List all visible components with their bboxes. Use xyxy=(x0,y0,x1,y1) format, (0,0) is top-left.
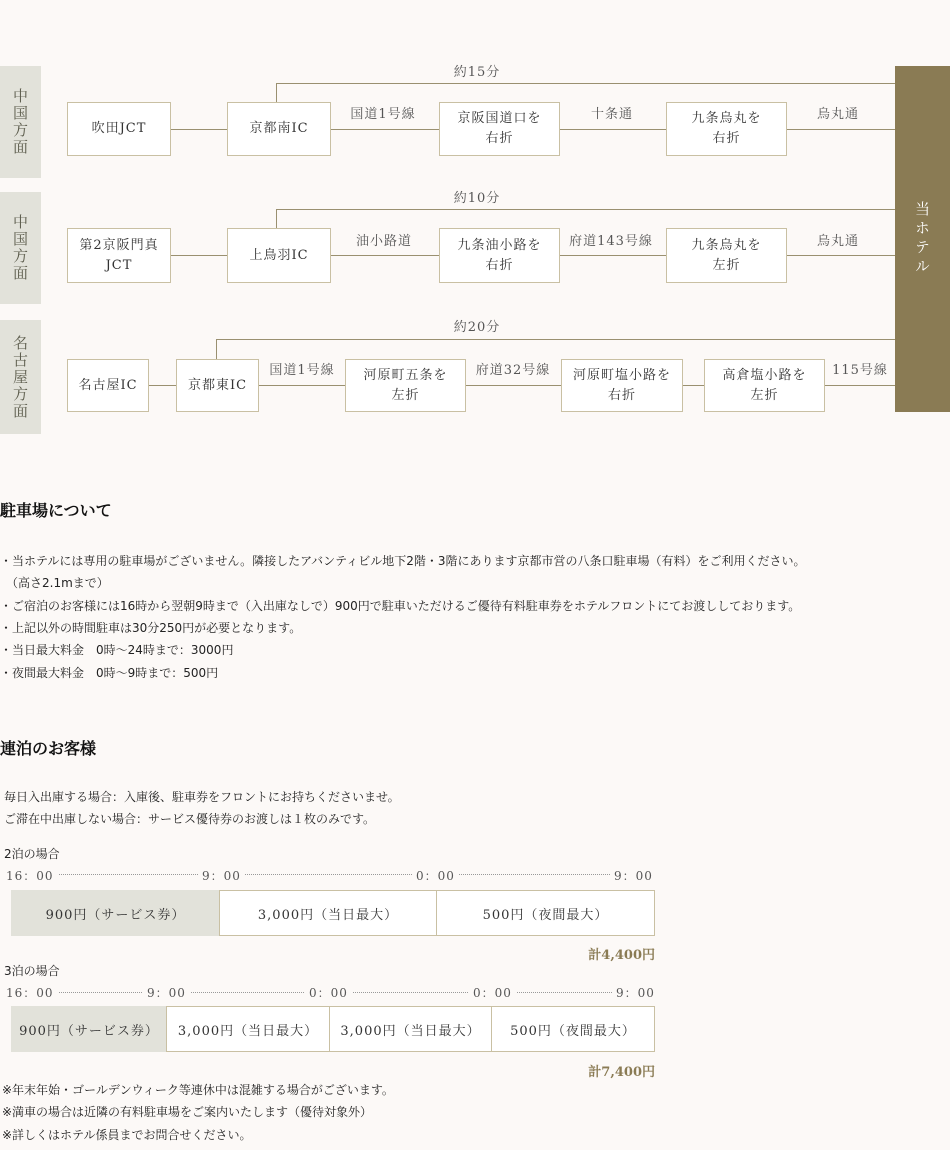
parking-note: ・上記以外の時間駐車は30分250円が必要となります。 xyxy=(0,621,302,635)
parking-note: ・当日最大料金 0時～24時まで：3000円 xyxy=(0,643,234,657)
consecutive-note: ご滞在中出庫しない場合：サービス優待券のお渡しは１枚のみです。 xyxy=(4,812,376,826)
timeline-time: 9：00 xyxy=(610,867,657,884)
route-node: 京都東IC xyxy=(176,359,259,412)
road-label: 油小路道 xyxy=(355,234,413,249)
parking-note: ・夜間最大料金 0時～9時まで：500円 xyxy=(0,666,219,680)
bypass-connector xyxy=(276,83,277,103)
fee-cell: 900円（サービス券） xyxy=(11,890,220,936)
bypass-line xyxy=(276,83,895,84)
route-node: 京都南IC xyxy=(227,102,331,156)
region-label: 中国方面 xyxy=(0,192,41,304)
timeline-time: 0：00 xyxy=(469,984,516,1001)
region-label: 名古屋方面 xyxy=(0,320,41,434)
road-label: 府道143号線 xyxy=(569,234,653,249)
route-node: 九条烏丸を 左折 xyxy=(666,228,787,283)
road-label: 烏丸通 xyxy=(816,107,860,122)
road-label: 国道1号線 xyxy=(269,363,335,378)
plan-label: 3泊の場合 xyxy=(4,964,60,978)
fee-cell: 3,000円（当日最大） xyxy=(219,890,437,936)
plan-total: 計4,400円 xyxy=(588,948,655,963)
timeline-time: 16：00 xyxy=(2,867,58,884)
consecutive-heading: 連泊のお客様 xyxy=(0,739,97,758)
road-label: 115号線 xyxy=(832,363,888,378)
bypass-connector xyxy=(216,339,217,359)
fee-cell: 3,000円（当日最大） xyxy=(329,1006,492,1052)
route-node: 高倉塩小路を 左折 xyxy=(704,359,825,412)
fee-cell: 500円（夜間最大） xyxy=(436,890,655,936)
parking-heading: 駐車場について xyxy=(0,501,112,520)
travel-time: 約20分 xyxy=(453,320,501,335)
parking-note: ・当ホテルには専用の駐車場がございません。隣接したアバンティビル地下2階・3階にあります京都市営の八条口駐車場（有料）をご利用ください。 xyxy=(0,554,806,568)
bypass-connector xyxy=(276,209,277,229)
consecutive-note: 毎日入出庫する場合：入庫後、駐車券をフロントにお持ちくださいませ。 xyxy=(4,790,400,804)
route-node: 京阪国道口を 右折 xyxy=(439,102,560,156)
fee-cell: 500円（夜間最大） xyxy=(491,1006,655,1052)
route-node: 吹田JCT xyxy=(67,102,171,156)
plan-total: 計7,400円 xyxy=(588,1065,655,1080)
footnote: ※年末年始・ゴールデンウィーク等連休中は混雑する場合がございます。 xyxy=(2,1083,394,1097)
bypass-line xyxy=(216,339,895,340)
road-label: 烏丸通 xyxy=(816,234,860,249)
footnote: ※詳しくはホテル係員までお問合せください。 xyxy=(2,1128,252,1142)
timeline xyxy=(10,874,654,875)
region-label: 中国方面 xyxy=(0,66,41,178)
fee-cell: 3,000円（当日最大） xyxy=(166,1006,330,1052)
road-label: 十条通 xyxy=(590,107,634,122)
fee-cell: 900円（サービス券） xyxy=(11,1006,167,1052)
footnote: ※満車の場合は近隣の有料駐車場をご案内いたします（優待対象外） xyxy=(2,1105,373,1119)
route-node: 九条油小路を 右折 xyxy=(439,228,560,283)
road-label: 府道32号線 xyxy=(475,363,551,378)
bypass-line xyxy=(276,209,895,210)
travel-time: 約15分 xyxy=(453,65,501,80)
plan-label: 2泊の場合 xyxy=(4,847,60,861)
timeline-time: 9：00 xyxy=(143,984,190,1001)
route-node: 名古屋IC xyxy=(67,359,149,412)
route-node: 上鳥羽IC xyxy=(227,228,331,283)
route-node: 第2京阪門真 JCT xyxy=(67,228,171,283)
timeline-time: 9：00 xyxy=(198,867,245,884)
timeline-time: 16：00 xyxy=(2,984,58,1001)
route-node: 九条烏丸を 右折 xyxy=(666,102,787,156)
hotel-destination: 当ホテル xyxy=(895,66,950,412)
parking-note: ・ご宿泊のお客様には16時から翌朝9時まで（入出庫なしで）900円で駐車いただけるご優待有料駐車券をホテルフロントにてお渡ししております。 xyxy=(0,599,801,613)
travel-time: 約10分 xyxy=(453,191,501,206)
road-label: 国道1号線 xyxy=(350,107,416,122)
timeline-time: 9：00 xyxy=(612,984,659,1001)
timeline-time: 0：00 xyxy=(412,867,459,884)
parking-note: （高さ2.1mまで） xyxy=(0,576,109,590)
timeline-time: 0：00 xyxy=(305,984,352,1001)
route-node: 河原町塩小路を 右折 xyxy=(561,359,683,412)
route-node: 河原町五条を 左折 xyxy=(345,359,466,412)
